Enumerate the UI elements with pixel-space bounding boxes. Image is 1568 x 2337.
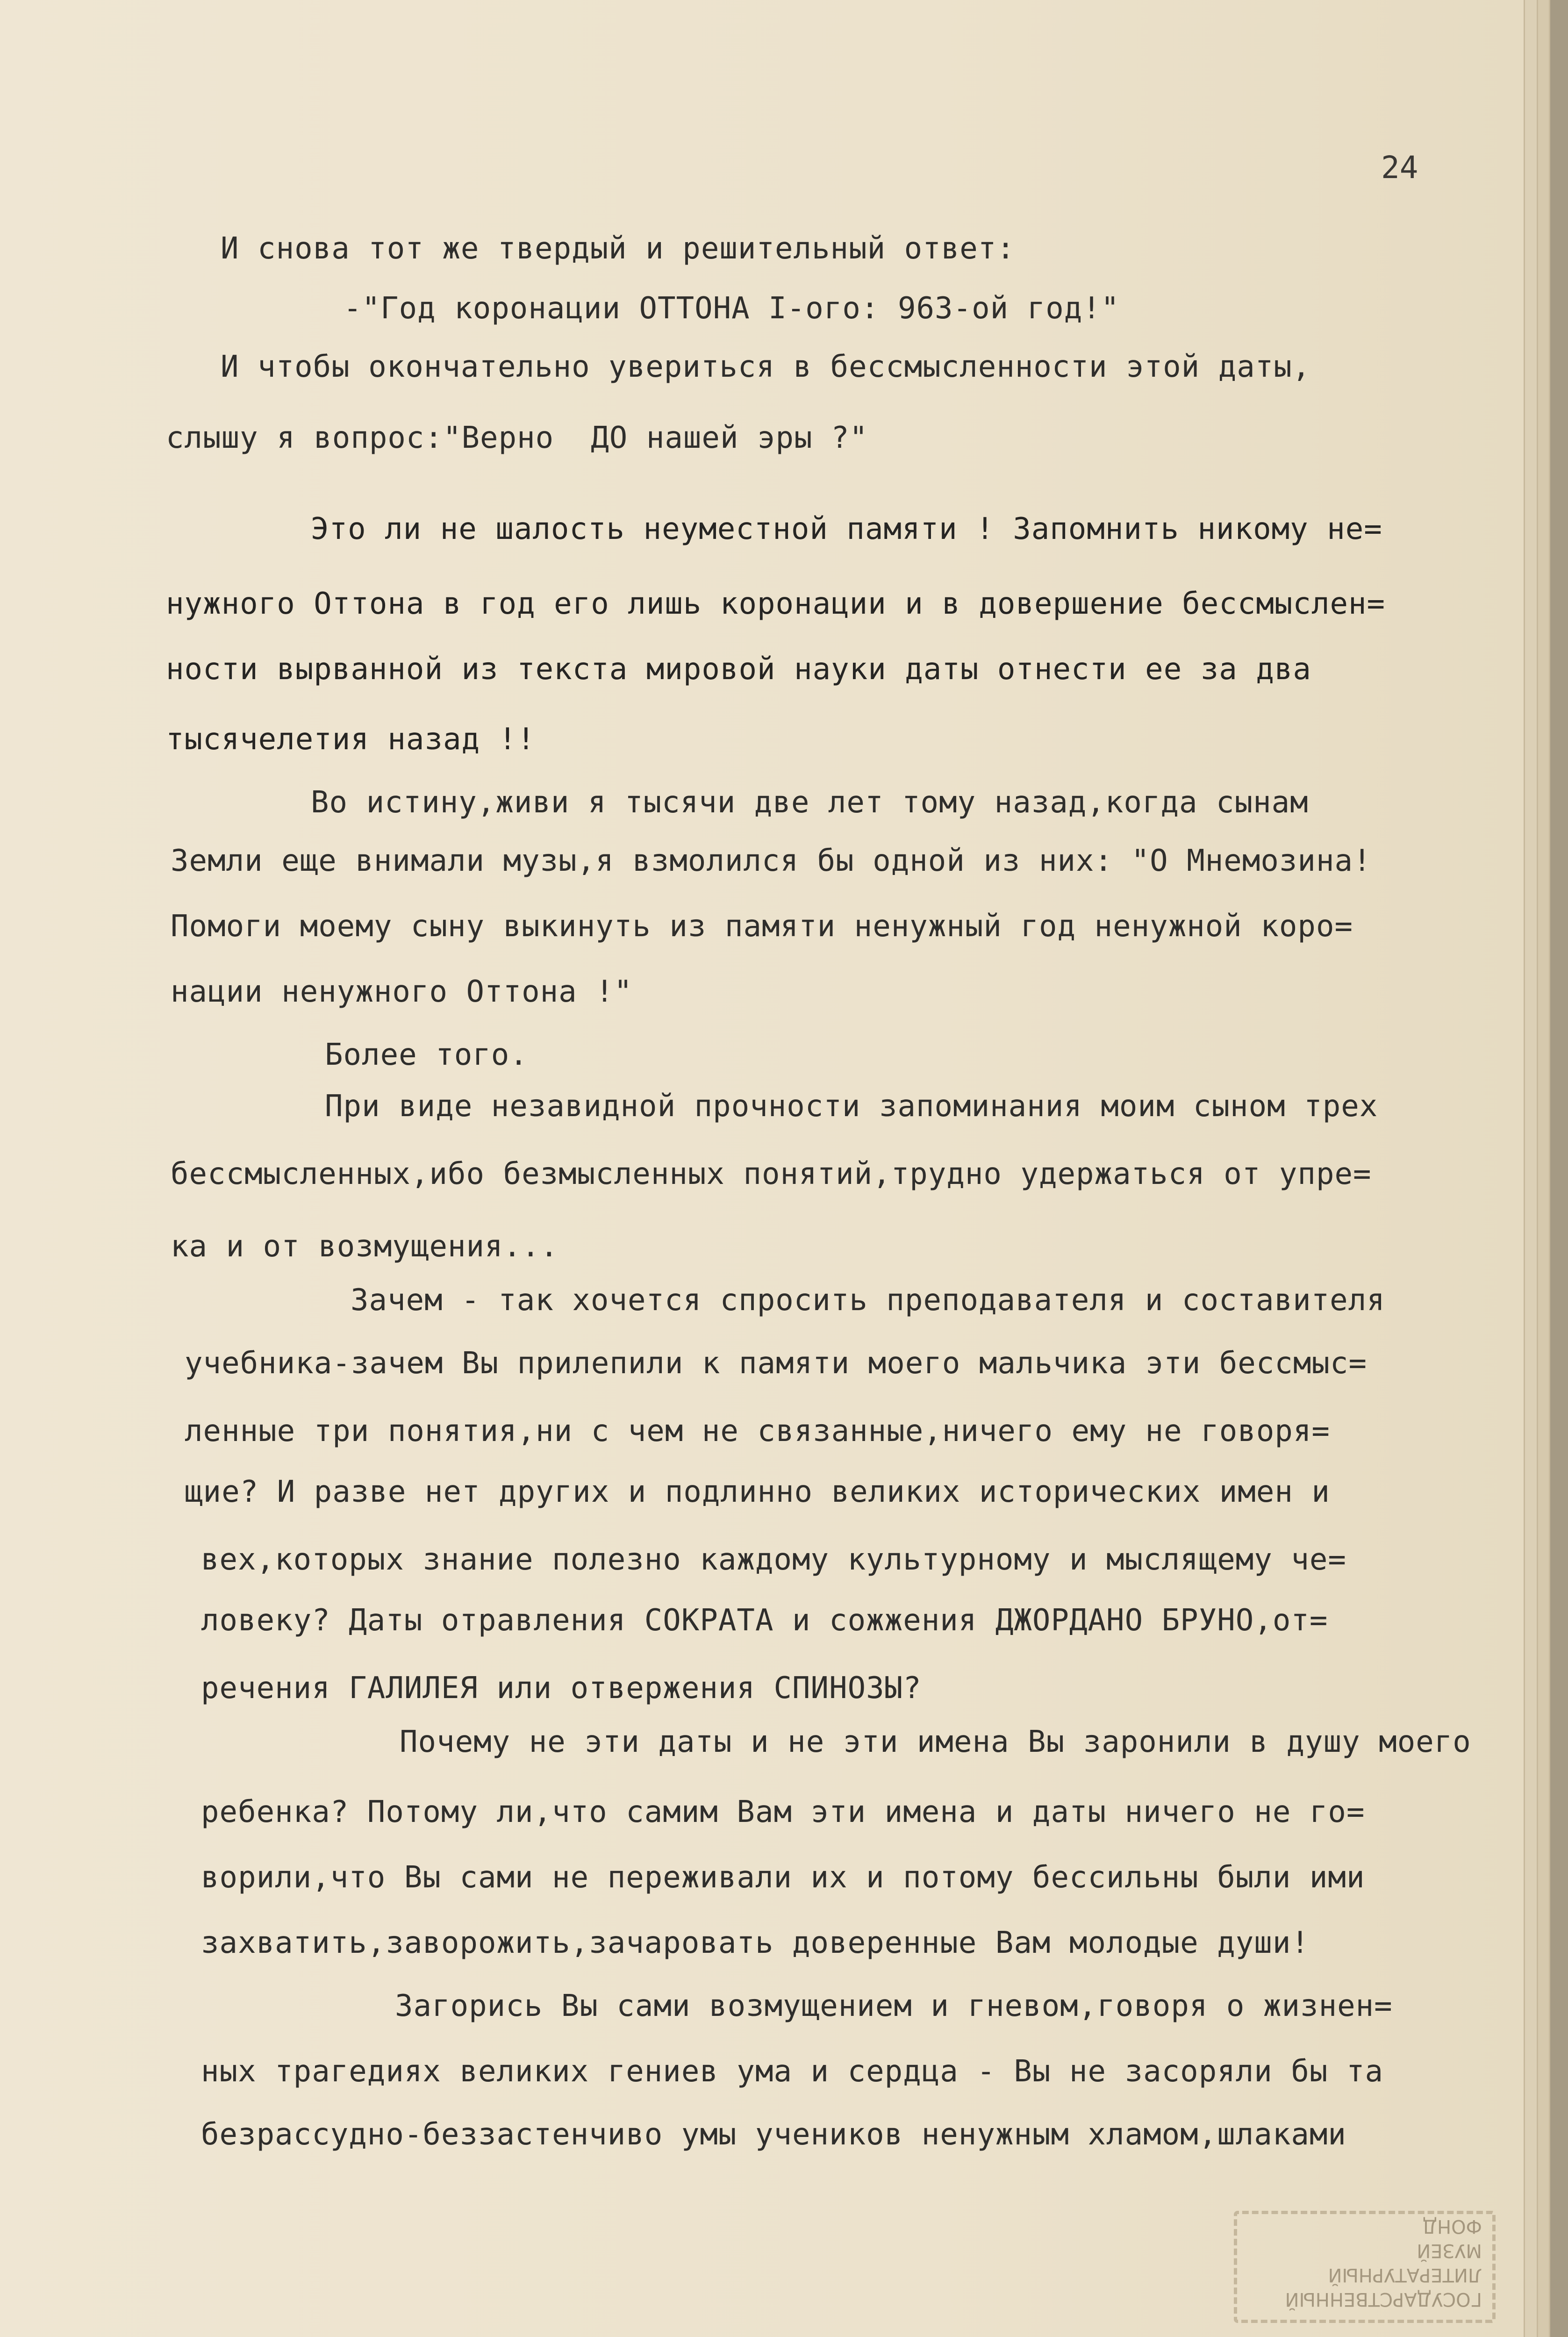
text-line: Это ли не шалость неуместной памяти ! Запомнить никому не= <box>311 512 1382 546</box>
text-line: Во истину,живи я тысячи две лет тому назад,когда сынам <box>311 785 1309 820</box>
page-number: 24 <box>1381 150 1418 186</box>
text-line: ловеку? Даты отравления СОКРАТА и сожжения ДЖОРДАНО БРУНО,от= <box>201 1603 1328 1638</box>
text-line: -"Год коронации ОТТОНА I-ого: 963-ой год!" <box>344 291 1120 326</box>
text-line: захватить,заворожить,зачаровать доверенные Вам молодые души! <box>201 1926 1310 1960</box>
text-line: ребенка? Потому ли,что самим Вам эти имена и даты ничего не го= <box>201 1795 1365 1829</box>
text-line: ности вырванной из текста мировой науки даты отнести ее за два <box>166 652 1311 687</box>
text-line: речения ГАЛИЛЕЯ или отвержения СПИНОЗЫ? <box>201 1671 922 1706</box>
text-line: Загорись Вы сами возмущением и гневом,говоря о жизнен= <box>395 1989 1393 2023</box>
text-line: Помоги моему сыну выкинуть из памяти ненужный год ненужной коро= <box>171 909 1353 944</box>
archive-stamp <box>1234 2211 1496 2323</box>
page-edge <box>1537 0 1550 2337</box>
text-line: тысячелетия назад !! <box>166 722 536 757</box>
text-line: Земли еще внимали музы,я взмолился бы одной из них: "О Мнемозина! <box>171 844 1372 878</box>
text-line: И чтобы окончательно увериться в бессмысленности этой даты, <box>221 350 1311 384</box>
text-line: нужного Оттона в год его лишь коронации и в довершение бессмыслен= <box>166 587 1386 621</box>
text-line: И снова тот же твердый и решительный ответ: <box>221 231 1015 266</box>
text-line: Зачем - так хочется спросить преподавателя и составителя <box>351 1283 1385 1318</box>
text-line: учебника-зачем Вы прилепили к памяти моего мальчика эти бессмыс= <box>185 1346 1367 1381</box>
page-edge <box>1549 0 1568 2337</box>
stamp-line: МУЗЕЙ <box>1417 2240 1482 2261</box>
text-line: щие? И разве нет других и подлинно великих исторических имен и <box>185 1475 1330 1509</box>
stamp-line: ФОНД <box>1422 2215 1482 2237</box>
text-line: Почему не эти даты и не эти имена Вы заронили в душу моего <box>400 1725 1471 1759</box>
page-edge <box>1524 0 1538 2337</box>
text-line: безрассудно-беззастенчиво умы учеников ненужным хламом,шлаками <box>201 2117 1346 2152</box>
text-line: Более того. <box>325 1038 528 1072</box>
stamp-line: ЛИТЕРАТУРНЫЙ <box>1328 2264 1482 2286</box>
stamp-line: ГОСУДАРСТВЕННЫЙ <box>1285 2288 1482 2310</box>
text-line: ных трагедиях великих гениев ума и сердца - Вы не засоряли бы та <box>201 2054 1383 2089</box>
text-line: ворили,что Вы сами не переживали их и потому бессильны были ими <box>201 1860 1365 1895</box>
text-line: слышу я вопрос:"Верно ДО нашей эры ?" <box>166 421 868 455</box>
text-line: бессмысленных,ибо безмысленных понятий,трудно удержаться от упре= <box>171 1157 1372 1191</box>
text-line: вех,которых знание полезно каждому культурному и мыслящему че= <box>201 1542 1346 1577</box>
text-line: нации ненужного Оттона !" <box>171 975 633 1009</box>
text-line: При виде незавидной прочности запоминания моим сыном трех <box>325 1089 1378 1124</box>
text-line: ленные три понятия,ни с чем не связанные,ничего ему не говоря= <box>185 1414 1330 1448</box>
text-line: ка и от возмущения... <box>171 1229 559 1264</box>
